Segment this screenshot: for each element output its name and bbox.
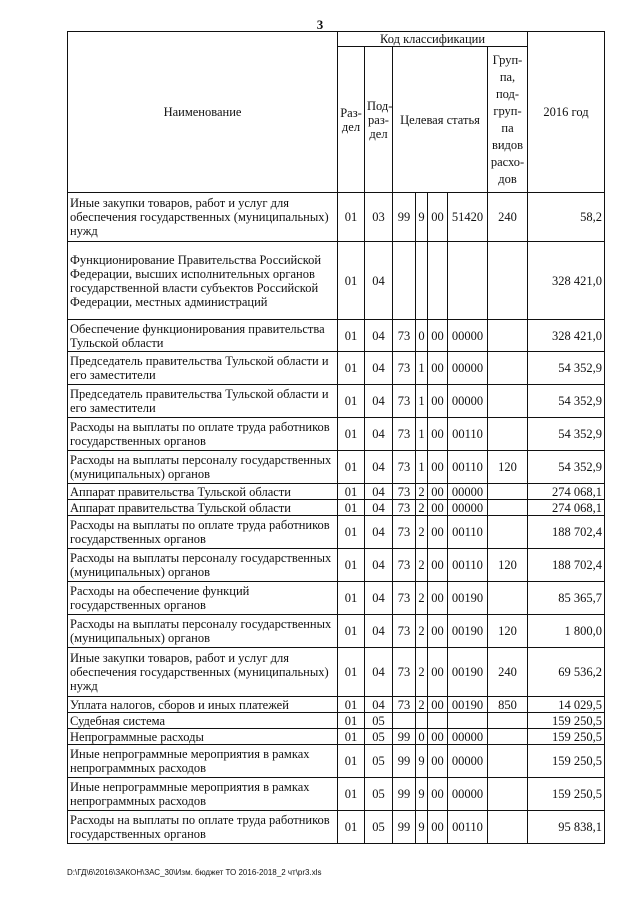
cell-a: 73 [393,352,416,385]
cell-vr [488,242,528,320]
cell-c: 00 [428,193,448,242]
cell-b: 9 [416,811,428,844]
table-row [68,385,605,418]
cell-a: 73 [393,697,416,713]
cell-pr: 05 [365,713,393,729]
cell-d: 00110 [448,418,488,451]
cell-pr: 04 [365,320,393,352]
cell-d: 00110 [448,549,488,582]
cell-name: Функционирование Правительства Российской Федерации, высших исполнительных органов государственной власти субъектов Российской Федерации, местных администраций [68,242,338,320]
cell-vr [488,713,528,729]
cell-pr: 04 [365,352,393,385]
cell-rz: 01 [338,549,365,582]
cell-rz: 01 [338,385,365,418]
cell-a: 99 [393,729,416,745]
cell-a: 99 [393,778,416,811]
cell-c: 00 [428,778,448,811]
table-row [68,697,605,713]
cell-b [416,713,428,729]
cell-a: 99 [393,745,416,778]
cell-vr [488,582,528,615]
cell-vr [488,811,528,844]
cell-c: 00 [428,352,448,385]
cell-pr: 04 [365,697,393,713]
table-row [68,729,605,745]
cell-rz: 01 [338,582,365,615]
cell-b: 2 [416,697,428,713]
cell-a: 73 [393,516,416,549]
table-row [68,500,605,516]
cell-d: 00000 [448,500,488,516]
cell-name: Судебная система [68,713,338,729]
cell-pr: 04 [365,582,393,615]
cell-d: 00000 [448,352,488,385]
cell-b: 1 [416,385,428,418]
cell-rz: 01 [338,615,365,648]
cell-name: Иные непрограммные мероприятия в рамках непрограммных расходов [68,778,338,811]
cell-b: 1 [416,352,428,385]
cell-b: 2 [416,500,428,516]
cell-amount: 85 365,7 [528,582,605,615]
cell-c [428,713,448,729]
cell-amount: 328 421,0 [528,242,605,320]
cell-amount: 328 421,0 [528,320,605,352]
cell-name: Расходы на выплаты по оплате труда работников государственных органов [68,516,338,549]
cell-rz: 01 [338,320,365,352]
cell-pr: 04 [365,500,393,516]
cell-d [448,242,488,320]
cell-vr [488,320,528,352]
cell-b: 2 [416,484,428,500]
cell-rz: 01 [338,418,365,451]
cell-c: 00 [428,745,448,778]
table-row [68,418,605,451]
cell-rz: 01 [338,778,365,811]
table-row [68,745,605,778]
cell-vr [488,484,528,500]
cell-b: 2 [416,648,428,697]
header-year: 2016 год [528,32,605,193]
cell-pr: 04 [365,516,393,549]
cell-amount: 58,2 [528,193,605,242]
cell-name: Председатель правительства Тульской области и его заместители [68,385,338,418]
cell-c: 00 [428,549,448,582]
cell-b: 2 [416,516,428,549]
cell-a: 73 [393,484,416,500]
cell-d: 51420 [448,193,488,242]
cell-d: 00000 [448,320,488,352]
cell-vr [488,418,528,451]
cell-a: 99 [393,193,416,242]
header-target: Целевая статья [393,47,488,193]
cell-c: 00 [428,418,448,451]
cell-c: 00 [428,729,448,745]
cell-b: 0 [416,320,428,352]
table-row [68,242,605,320]
cell-amount: 188 702,4 [528,549,605,582]
cell-rz: 01 [338,352,365,385]
cell-rz: 01 [338,697,365,713]
header-name: Наименование [68,32,338,193]
cell-a: 73 [393,615,416,648]
cell-b: 2 [416,615,428,648]
cell-d: 00190 [448,648,488,697]
cell-b: 9 [416,778,428,811]
cell-name: Иные закупки товаров, работ и услуг для обеспечения государственных (муниципальных) нужд [68,193,338,242]
cell-d: 00190 [448,582,488,615]
cell-a: 73 [393,385,416,418]
cell-pr: 05 [365,778,393,811]
cell-amount: 54 352,9 [528,385,605,418]
cell-c: 00 [428,615,448,648]
cell-amount: 159 250,5 [528,778,605,811]
cell-c [428,242,448,320]
table-row [68,615,605,648]
table-row [68,352,605,385]
cell-pr: 04 [365,648,393,697]
cell-rz: 01 [338,811,365,844]
cell-c: 00 [428,385,448,418]
cell-name: Расходы на выплаты персоналу государственных (муниципальных) органов [68,615,338,648]
cell-amount: 54 352,9 [528,418,605,451]
cell-a: 73 [393,648,416,697]
cell-vr: 120 [488,549,528,582]
cell-vr: 240 [488,193,528,242]
cell-pr: 04 [365,385,393,418]
cell-vr [488,745,528,778]
cell-a: 73 [393,582,416,615]
cell-pr: 05 [365,745,393,778]
cell-name: Обеспечение функционирования правительства Тульской области [68,320,338,352]
header-section: Раз- дел [338,47,365,193]
cell-a: 73 [393,451,416,484]
cell-rz: 01 [338,242,365,320]
cell-name: Расходы на выплаты персоналу государственных (муниципальных) органов [68,549,338,582]
cell-c: 00 [428,811,448,844]
cell-rz: 01 [338,451,365,484]
table-row [68,320,605,352]
cell-b: 1 [416,451,428,484]
cell-vr: 850 [488,697,528,713]
cell-d [448,713,488,729]
cell-pr: 04 [365,549,393,582]
cell-rz: 01 [338,193,365,242]
cell-name: Аппарат правительства Тульской области [68,500,338,516]
cell-a: 73 [393,500,416,516]
cell-b: 9 [416,193,428,242]
cell-d: 00110 [448,811,488,844]
cell-vr [488,778,528,811]
cell-b [416,242,428,320]
cell-c: 00 [428,451,448,484]
cell-name: Расходы на обеспечение функций государственных органов [68,582,338,615]
cell-amount: 159 250,5 [528,713,605,729]
cell-vr [488,729,528,745]
cell-a [393,713,416,729]
cell-a: 73 [393,320,416,352]
cell-name: Уплата налогов, сборов и иных платежей [68,697,338,713]
cell-c: 00 [428,484,448,500]
cell-pr: 04 [365,615,393,648]
table-row [68,778,605,811]
cell-c: 00 [428,500,448,516]
cell-b: 2 [416,549,428,582]
cell-name: Непрограммные расходы [68,729,338,745]
cell-name: Расходы на выплаты персоналу государственных (муниципальных) органов [68,451,338,484]
cell-rz: 01 [338,713,365,729]
cell-amount: 1 800,0 [528,615,605,648]
cell-amount: 159 250,5 [528,729,605,745]
cell-b: 9 [416,745,428,778]
cell-amount: 274 068,1 [528,500,605,516]
cell-amount: 54 352,9 [528,352,605,385]
cell-amount: 69 536,2 [528,648,605,697]
cell-name: Иные непрограммные мероприятия в рамках непрограммных расходов [68,745,338,778]
cell-d: 00190 [448,697,488,713]
table-row [68,648,605,697]
cell-amount: 54 352,9 [528,451,605,484]
table-row [68,516,605,549]
cell-d: 00000 [448,745,488,778]
cell-d: 00000 [448,778,488,811]
cell-rz: 01 [338,729,365,745]
cell-d: 00110 [448,516,488,549]
cell-a: 73 [393,549,416,582]
cell-c: 00 [428,697,448,713]
cell-b: 1 [416,418,428,451]
cell-pr: 04 [365,451,393,484]
file-path-footer: D:\ГД\6\2016\ЗАКОН\ЗАС_30\Изм. бюджет ТО 2016-2018_2 чт\pr3.xls [67,868,322,877]
header-subsection: Под- раз- дел [365,47,393,193]
cell-c: 00 [428,648,448,697]
cell-a: 99 [393,811,416,844]
cell-a [393,242,416,320]
cell-pr: 05 [365,729,393,745]
cell-vr: 120 [488,451,528,484]
cell-d: 00110 [448,451,488,484]
table-row [68,484,605,500]
header-code-group: Код классификации [338,32,528,47]
cell-pr: 04 [365,418,393,451]
cell-vr: 240 [488,648,528,697]
cell-pr: 05 [365,811,393,844]
cell-c: 00 [428,516,448,549]
table-row [68,713,605,729]
cell-rz: 01 [338,516,365,549]
cell-b: 0 [416,729,428,745]
table-row [68,811,605,844]
cell-d: 00000 [448,484,488,500]
table-row [68,451,605,484]
cell-name: Председатель правительства Тульской области и его заместители [68,352,338,385]
cell-b: 2 [416,582,428,615]
cell-pr: 04 [365,484,393,500]
cell-pr: 04 [365,242,393,320]
cell-vr [488,385,528,418]
header-expense-type: Груп- па, под- груп- па видов расхо- дов [488,47,528,193]
table-row [68,549,605,582]
cell-name: Иные закупки товаров, работ и услуг для обеспечения государственных (муниципальных) нужд [68,648,338,697]
cell-vr [488,500,528,516]
cell-name: Аппарат правительства Тульской области [68,484,338,500]
cell-vr [488,352,528,385]
page-number: 3 [316,17,324,32]
cell-rz: 01 [338,500,365,516]
cell-amount: 159 250,5 [528,745,605,778]
cell-c: 00 [428,582,448,615]
table-body [68,193,605,844]
cell-d: 00000 [448,385,488,418]
budget-table [67,31,605,844]
cell-pr: 03 [365,193,393,242]
cell-rz: 01 [338,648,365,697]
cell-d: 00000 [448,729,488,745]
cell-amount: 274 068,1 [528,484,605,500]
cell-d: 00190 [448,615,488,648]
table-row [68,193,605,242]
cell-c: 00 [428,320,448,352]
cell-amount: 188 702,4 [528,516,605,549]
cell-rz: 01 [338,484,365,500]
cell-vr [488,516,528,549]
cell-a: 73 [393,418,416,451]
cell-rz: 01 [338,745,365,778]
cell-vr: 120 [488,615,528,648]
cell-amount: 95 838,1 [528,811,605,844]
table-row [68,582,605,615]
cell-name: Расходы на выплаты по оплате труда работников государственных органов [68,418,338,451]
cell-name: Расходы на выплаты по оплате труда работников государственных органов [68,811,338,844]
cell-amount: 14 029,5 [528,697,605,713]
